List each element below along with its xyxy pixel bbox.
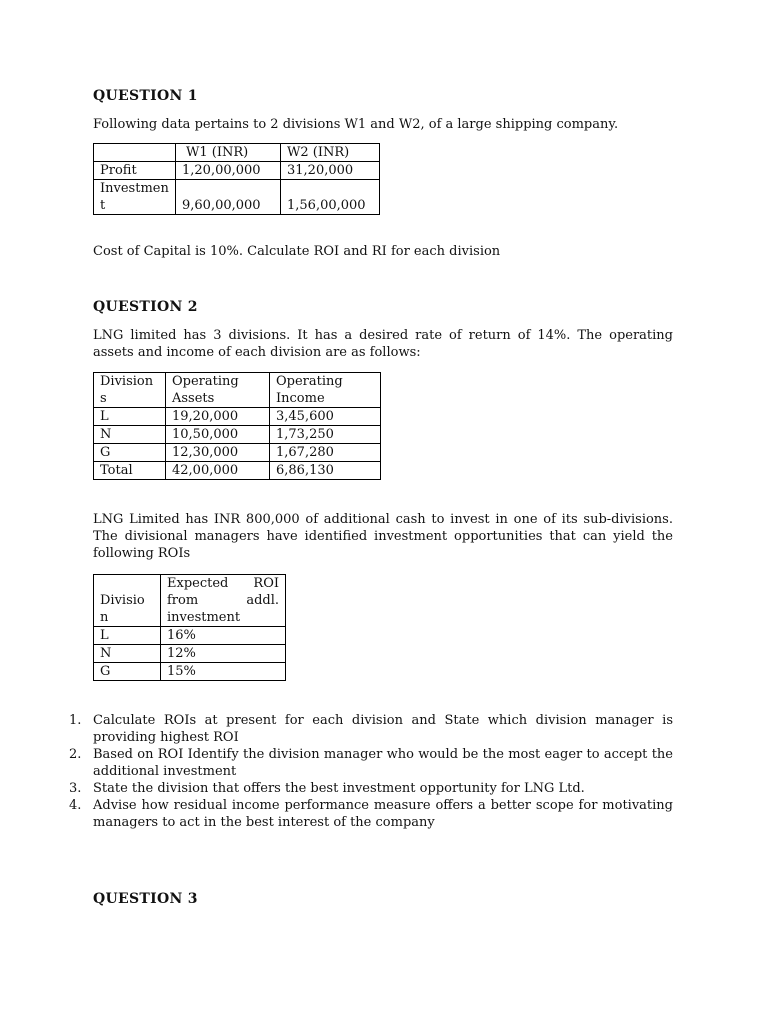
- table-row: [94, 426, 381, 444]
- question-2-intro: LNG limited has 3 divisions. It has a desired rate of return of 14%. The operating assets and income of each division are as follows:: [93, 328, 673, 360]
- table-cell: 31,20,000: [281, 162, 380, 180]
- list-item: [69, 712, 673, 746]
- q1-data-table: [93, 143, 380, 215]
- cell-line: [167, 575, 279, 592]
- table-row: [94, 162, 380, 180]
- question-2-task-list: [69, 712, 673, 831]
- table-header-cell: W2 (INR): [281, 144, 380, 162]
- table-header-row: [94, 373, 381, 408]
- table-cell: 12,30,000: [166, 444, 270, 462]
- table-row: [94, 408, 381, 426]
- cell-line: Operating: [276, 374, 343, 389]
- table-cell: [94, 180, 176, 215]
- table-header-row: [94, 575, 286, 627]
- cell-line: Division: [100, 374, 154, 389]
- list-text: Advise how residual income performance measure offers a better scope for motivating managers to act in the best interest of the company: [93, 798, 673, 830]
- list-item: [69, 797, 673, 831]
- table-cell: 9,60,00,000: [176, 180, 281, 215]
- cell-word: from: [167, 593, 199, 608]
- table-cell: 1,20,00,000: [176, 162, 281, 180]
- cell-line: s: [100, 391, 107, 406]
- table-cell: 10,50,000: [166, 426, 270, 444]
- cell-line: t: [100, 198, 106, 213]
- question-1-closing: Cost of Capital is 10%. Calculate ROI and RI for each division: [93, 244, 501, 259]
- question-2-heading: QUESTION 2: [93, 299, 198, 315]
- question-2-paragraph: LNG Limited has INR 800,000 of additional cash to invest in one of its sub-divisions. The divisional managers have identified investment opportunities that can yield the following ROIs: [93, 512, 673, 561]
- table-cell: Profit: [94, 162, 176, 180]
- table-cell: 3,45,600: [270, 408, 381, 426]
- table-cell: N: [94, 645, 161, 663]
- list-number: 1.: [69, 713, 82, 728]
- table-cell: 16%: [161, 627, 286, 645]
- cell-line: [167, 592, 279, 609]
- table-header-cell: [94, 373, 166, 408]
- cell-line: Operating: [172, 374, 239, 389]
- table-cell: 1,73,250: [270, 426, 381, 444]
- table-cell: 1,56,00,000: [281, 180, 380, 215]
- table-row: [94, 627, 286, 645]
- table-cell: 19,20,000: [166, 408, 270, 426]
- question-1-intro: Following data pertains to 2 divisions W1 and W2, of a large shipping company.: [93, 117, 619, 132]
- table-cell: G: [94, 444, 166, 462]
- cell-line: n: [100, 610, 109, 625]
- table-cell: G: [94, 663, 161, 681]
- table-cell: 1,67,280: [270, 444, 381, 462]
- table-cell: L: [94, 408, 166, 426]
- table-cell: L: [94, 627, 161, 645]
- table-header-cell: [161, 575, 286, 627]
- q2-divisions-table: [93, 372, 381, 480]
- table-header-cell: [94, 144, 176, 162]
- cell-line: investment: [167, 610, 241, 625]
- question-1-heading: QUESTION 1: [93, 88, 198, 104]
- table-header-row: [94, 144, 380, 162]
- list-number: 3.: [69, 781, 82, 796]
- cell-line: Assets: [172, 391, 215, 406]
- cell-line: Investmen: [100, 181, 169, 196]
- table-cell: 15%: [161, 663, 286, 681]
- list-number: 2.: [69, 747, 82, 762]
- list-text: State the division that offers the best investment opportunity for LNG Ltd.: [93, 781, 585, 796]
- list-number: 4.: [69, 798, 82, 813]
- table-cell: 42,00,000: [166, 462, 270, 480]
- table-row: [94, 462, 381, 480]
- table-row: [94, 444, 381, 462]
- table-row: [94, 663, 286, 681]
- table-cell: 12%: [161, 645, 286, 663]
- table-row: [94, 180, 380, 215]
- table-header-cell: W1 (INR): [176, 144, 281, 162]
- q2-roi-table: [93, 574, 286, 681]
- question-3-heading: QUESTION 3: [93, 891, 198, 907]
- table-row: [94, 645, 286, 663]
- table-header-cell: [166, 373, 270, 408]
- cell-line: Divisio: [100, 593, 145, 608]
- table-header-cell: [94, 575, 161, 627]
- cell-line: Income: [276, 391, 325, 406]
- list-text: Based on ROI Identify the division manager who would be the most eager to accept the additional investment: [93, 747, 673, 779]
- cell-word: Expected: [167, 576, 229, 591]
- list-item: [69, 780, 673, 797]
- table-cell: N: [94, 426, 166, 444]
- list-text: Calculate ROIs at present for each division and State which division manager is providing highest ROI: [93, 713, 673, 745]
- list-item: [69, 746, 673, 780]
- table-header-cell: [270, 373, 381, 408]
- table-cell: Total: [94, 462, 166, 480]
- cell-word: addl.: [246, 593, 279, 608]
- cell-word: ROI: [253, 576, 279, 591]
- table-cell: 6,86,130: [270, 462, 381, 480]
